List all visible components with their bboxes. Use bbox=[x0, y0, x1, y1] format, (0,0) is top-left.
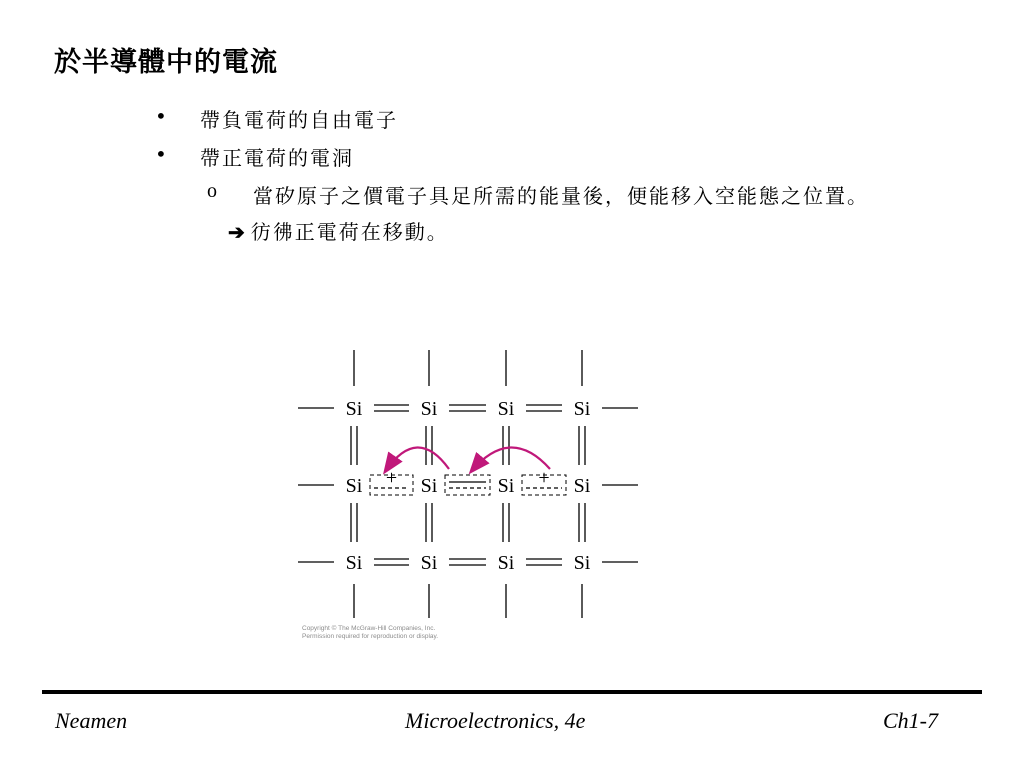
footer-page-number: Ch1-7 bbox=[883, 708, 938, 733]
hole-box bbox=[445, 475, 490, 495]
si-atom: Si bbox=[345, 398, 363, 420]
si-atom: Si bbox=[497, 475, 515, 497]
right-arrow-icon: ➔ bbox=[228, 220, 245, 244]
bullet-marker: • bbox=[155, 104, 167, 128]
sub-bullet-valence-electron: 當矽原子之價電子具足所需的能量後，便能移入空能態之位置。 bbox=[253, 184, 869, 208]
bullet-free-electrons: 帶負電荷的自由電子 bbox=[200, 108, 398, 132]
si-atom: Si bbox=[497, 398, 515, 420]
hole-plus-sign: + bbox=[385, 467, 398, 489]
si-atom: Si bbox=[497, 552, 515, 574]
footer-book-title: Microelectronics, 4e bbox=[405, 708, 586, 733]
sub-bullet-marker: o bbox=[207, 180, 217, 202]
si-atom: Si bbox=[573, 398, 591, 420]
lattice-svg bbox=[290, 340, 650, 645]
copyright-line-1: Copyright © The McGraw-Hill Companies, Inc. bbox=[302, 625, 436, 632]
footer-divider bbox=[42, 690, 982, 694]
bullet-holes: 帶正電荷的電洞 bbox=[200, 146, 354, 170]
conclusion-line bbox=[228, 216, 449, 245]
si-atom: Si bbox=[345, 475, 363, 497]
si-atom: Si bbox=[573, 475, 591, 497]
si-atom: Si bbox=[345, 552, 363, 574]
si-atom: Si bbox=[573, 552, 591, 574]
hole-plus-sign: + bbox=[538, 467, 550, 489]
slide-title: 於半導體中的電流 bbox=[54, 47, 278, 78]
copyright-line-2: Permission required for reproduction or display. bbox=[302, 633, 439, 640]
si-atom: Si bbox=[420, 398, 438, 420]
si-atom: Si bbox=[420, 475, 438, 497]
conclusion-text: 彷彿正電荷在移動。 bbox=[250, 220, 449, 244]
silicon-lattice-diagram bbox=[290, 340, 650, 645]
bullet-marker: • bbox=[155, 142, 167, 166]
footer-author: Neamen bbox=[55, 708, 128, 733]
si-atom: Si bbox=[420, 552, 438, 574]
